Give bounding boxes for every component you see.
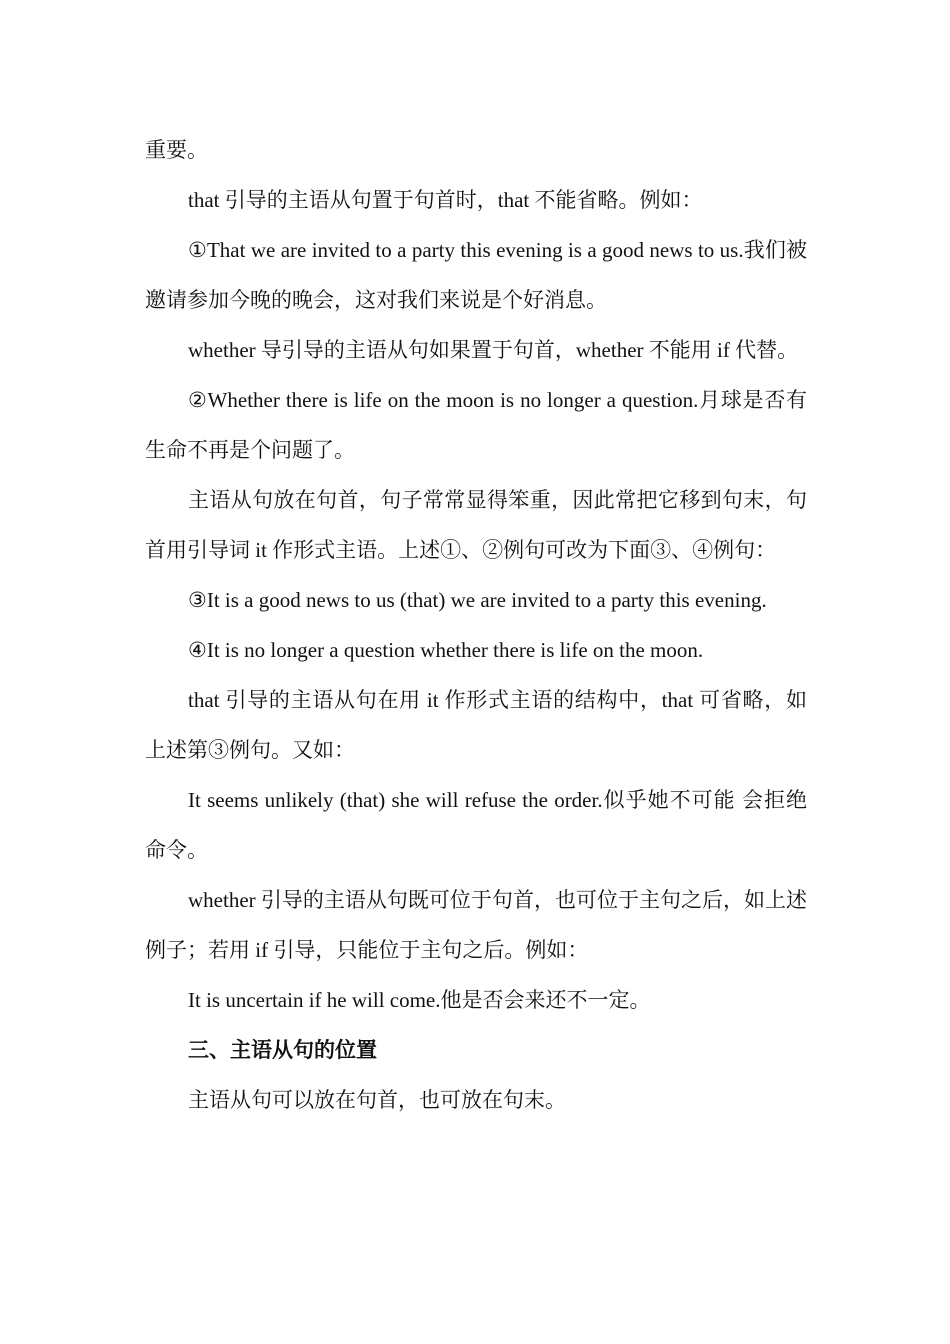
example-3: ③It is a good news to us (that) we are invited to a party this evening. <box>188 588 767 612</box>
paragraph-whether-position: whether 引导的主语从句既可位于句首，也可位于主句之后，如上述例子；若用 if 引导，只能位于主句之后。例如： <box>145 888 807 962</box>
example-4: ④It is no longer a question whether there is life on the moon. <box>188 638 704 662</box>
paragraph-formal-subject: 主语从句放在句首，句子常常显得笨重，因此常把它移到句末，句首用引导词 it 作形式主语。上述①、②例句可改为下面③、④例句： <box>145 488 807 562</box>
document-body <box>145 125 807 1125</box>
paragraph-that-omission: that 引导的主语从句在用 it 作形式主语的结构中，that 可省略，如上述第③例句。又如： <box>145 688 807 762</box>
example-seems-unlikely: It seems unlikely (that) she will refuse the order.似乎她不可能 会拒绝命令。 <box>145 788 807 862</box>
paragraph-that-rule: that 引导的主语从句置于句首时，that 不能省略。例如： <box>188 188 703 212</box>
example-1: ①That we are invited to a party this evening is a good news to us.我们被邀请参加今晚的晚会，这对我们来说是个好消息。 <box>145 238 807 312</box>
example-2: ②Whether there is life on the moon is no longer a question.月球是否有生命不再是个问题了。 <box>145 388 807 462</box>
paragraph-continuation: 重要。 <box>145 138 208 162</box>
paragraph-whether-rule: whether 导引导的主语从句如果置于句首，whether 不能用 if 代替。 <box>188 338 799 362</box>
section-heading: 三、主语从句的位置 <box>188 1038 377 1062</box>
example-uncertain: It is uncertain if he will come.他是否会来还不一定。 <box>188 988 651 1012</box>
paragraph-position-rule: 主语从句可以放在句首，也可放在句末。 <box>188 1088 566 1112</box>
